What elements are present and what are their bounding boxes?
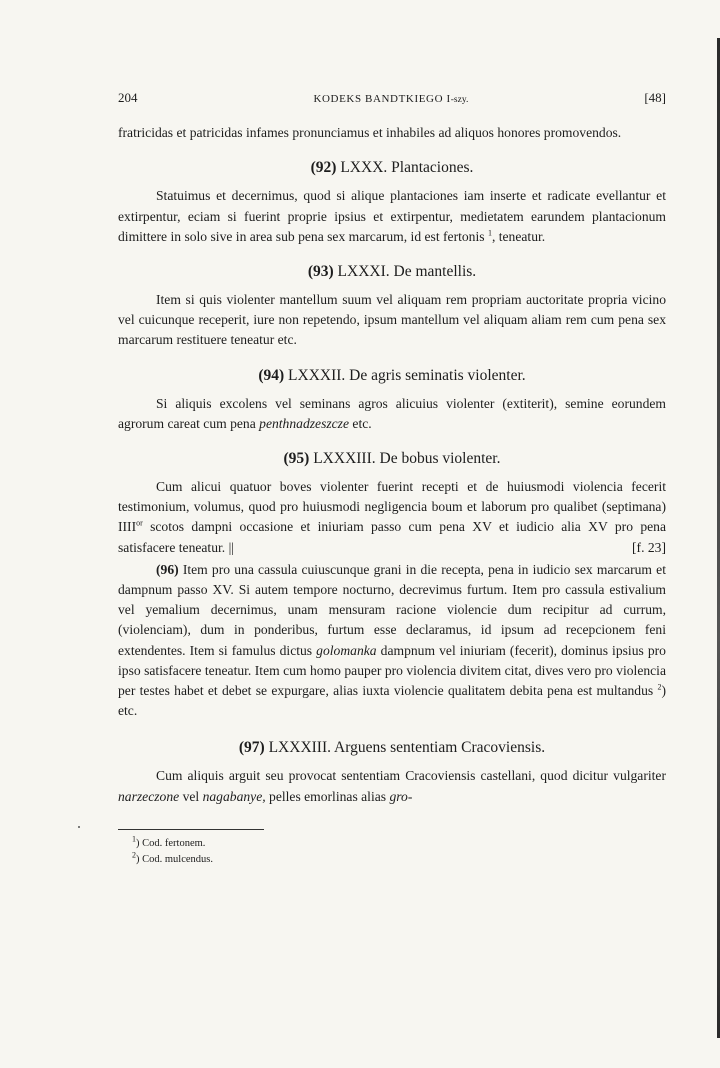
- footnote-rule: [118, 829, 264, 830]
- footnote-2: $^2$) Cod. mulcendus.: [132, 850, 213, 865]
- folio-marker: [f. 23]: [632, 539, 666, 555]
- section-heading-92: (92) LXXX. Plantaciones.: [310, 159, 474, 177]
- intro-paragraph: fratricidas et patricidas infames pronunciamus et inhabiles ad aliquos honores promovendos.: [118, 125, 622, 141]
- footnotes: [118, 829, 666, 868]
- section-heading-97: (97) LXXXIII. Arguens sententiam Cracoviensis.: [238, 739, 546, 757]
- section-heading-94: (94) LXXXII. De agris seminatis violenter.: [258, 366, 526, 384]
- running-header: [118, 88, 666, 110]
- document-page: [118, 88, 666, 868]
- section-text-96: (96) Item pro una cassula cuiuscunque grani in die recepta, pena in iudicio sex marcarum et dampnum passo XV. Si autem tempore nocturno, decrevimus furtum. Item pro cassula estivalium vel yemalium decernimus, unam mensuram racione violencie dum recipitur ad currum, (violenciam), dum in ponderibus, furtum esse declaramus, id ipsum ad recepcionem feni extendentes. Item si famulus dictus golomanka dampnum vel iniuriam (fecerit), dominus ipsius pro ipso satisfacere teneatur. Item cum homo pauper pro violencia divitem citat, dives vero pro violencia per testes habet et debet se expurgare, alias iuxta violencie qualitatem debita pena est multandus $^2$) etc.: [118, 561, 666, 719]
- section-reference: [48]: [644, 90, 666, 105]
- page-number: 204: [118, 90, 138, 105]
- running-title: KODEKS BANDTKIEGO I-szy.: [313, 93, 469, 105]
- scan-speck: [78, 826, 80, 828]
- footnote-mark: 1: [487, 228, 492, 238]
- section-text-95: Cum alicui quatuor boves violenter fuerint recepti et de huiusmodi violencia fecerit testimonium, volumus, quod pro huiusmodi negligencia boum et laborum pro qualibet (septimana) $IIII^{or}$ scotos dampni occasione et iniuriam passo cum pena XV et iudicio alia XV pro pena satisfacere teneatur. || [f. 23]: [118, 477, 666, 558]
- section-text-93: Item si quis violenter mantellum suum vel aliquam rem propriam auctoritate propria vicino vel cuicunque receperit, iure non repetendo, ipsum mantellum vel aliquam aliam rem cum pena sex marcarum restituere teneatur etc.: [118, 292, 666, 348]
- section-number-96: (96): [156, 561, 179, 577]
- section-text-92: Statuimus et decernimus, quod si alique plantaciones iam inserte et radicate evellantur et extirpentur, eciam si fuerint proprie ipsius et extirpentur, medietatem earundem plantacionum dimittere in solo sive in area sub pena sex marcarum, id est fertonis $^1$, teneatur.: [118, 188, 666, 244]
- footnote-1: $^1$) Cod. fertonem.: [132, 834, 206, 849]
- footnote-mark: 2: [657, 682, 662, 692]
- section-heading-93: (93) LXXXI. De mantellis.: [307, 263, 477, 281]
- section-text-97: Cum aliquis arguit seu provocat sententiam Cracoviensis castellani, quod dicitur vulgariter narzeczone vel nagabanye, pelles emorlinas alias gro-: [118, 768, 666, 804]
- section-heading-95: (95) LXXXIII. De bobus violenter.: [283, 450, 501, 468]
- section-text-94: Si aliquis excolens vel seminans agros alicuius violenter (extiterit), semine eorundem agrorum careat cum pena penthnadzeszcze etc.: [118, 395, 666, 431]
